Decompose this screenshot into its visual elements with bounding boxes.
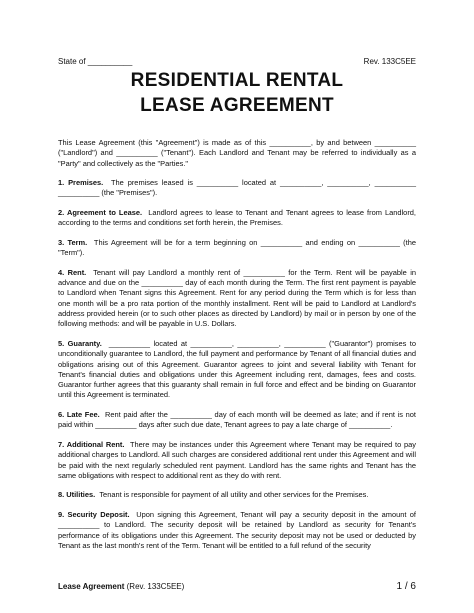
section-rent — [58, 268, 416, 330]
section-text: __________ located at __________, __________, __________ ("Guarantor") promises to unconditionally guarantee to Landlord, the full payment and performance by Tenant of all financial duties and obligations arising out of this Agreement. Guarantor agrees to joint and several liability with Tenant for Tenant's financial duties and obligations under this Agreement including rent, damages, fees and costs. Guarantor further agrees that this guaranty shall remain in full force and effect and be binding on Guarantor until this Agreement is terminated. — [58, 338, 417, 400]
section-additional-rent — [58, 440, 416, 481]
header-line — [58, 57, 416, 66]
document-body — [58, 138, 416, 560]
document-title-line-1: RESIDENTIAL RENTAL — [130, 70, 344, 91]
section-security-deposit — [58, 510, 416, 551]
section-heading: 8. Utilities. — [58, 490, 96, 500]
section-heading: 7. Additional Rent. — [58, 439, 125, 449]
page-footer — [58, 581, 416, 592]
page-number: 1 / 6 — [396, 581, 416, 592]
section-premises — [58, 178, 416, 199]
footer-label-group — [58, 582, 184, 591]
section-heading: 3. Term. — [58, 237, 88, 247]
document-title-line-2: LEASE AGREEMENT — [140, 95, 334, 116]
section-text: Tenant is responsible for payment of all utility and other services for the Premises. — [99, 490, 369, 500]
section-heading: 1. Premises. — [58, 178, 104, 188]
revision-number: Rev. 133C5EE — [363, 57, 416, 66]
section-heading: 9. Security Deposit. — [58, 509, 130, 519]
state-field: State of __________ — [58, 57, 133, 66]
section-text: There may be instances under this Agreement where Tenant may be required to pay additional charges to Landlord. All such charges are considered additional rent under this Agreement and will be paid with the next regularly scheduled rent payment. Landlord has the same rights and Tenant has the same obligations with respect to additional rent as they do with rent. — [58, 439, 416, 480]
section-heading: 6. Late Fee. — [58, 410, 100, 420]
section-text: Landlord agrees to lease to Tenant and Tenant agrees to lease from Landlord, according to the terms and conditions set forth herein, the Premises. — [58, 208, 416, 228]
section-text: Tenant will pay Landlord a monthly rent of __________ for the Term. Rent will be payable in advance and due on the __________ day of each month during the Term. The first rent payment is payable to Landlord when Tenant signs this Agreement. Rent for any period during the Term which is for less than one month will be a pro rata portion of the monthly installment. Rent will be paid to Landlord at Landlord's address provided herein (or to such other places as directed by Landlord) by mail or in person by one of the following methods: and will be payable in U.S. Dollars. — [58, 267, 416, 329]
section-guaranty — [58, 339, 416, 401]
footer-label: Lease Agreement — [58, 582, 125, 591]
section-text: Rent paid after the __________ day of each month will be deemed as late; and if rent is not paid within __________ days after such due date, Tenant agrees to pay a late charge of __________. — [58, 410, 416, 430]
section-utilities — [58, 490, 416, 500]
section-term — [58, 238, 416, 259]
intro-paragraph: This Lease Agreement (this "Agreement") is made as of this __________, by and between __________ ("Landlord") and __________ ("Tenant"). Each Landlord and Tenant may be referred to individually as a "Party" and collectively as the "Parties." — [58, 138, 416, 168]
section-late-fee — [58, 410, 416, 431]
footer-revision: (Rev. 133C5EE) — [126, 582, 185, 591]
section-text: This Agreement will be for a term beginning on __________ and ending on __________ (the "Term"). — [58, 237, 416, 258]
section-text: The premises leased is __________ located at __________, __________, __________ __________ (the "Premises"). — [58, 178, 416, 198]
section-agreement-to-lease — [58, 208, 416, 229]
section-text: Upon signing this Agreement, Tenant will pay a security deposit in the amount of __________ to Landlord. The security deposit will be retained by Landlord as security for Tenant's performance of its obligations under this Agreement. The security deposit may not be used or deducted by Tenant as the last month's rent of the Term. Tenant will be entitled to a full refund of the security — [58, 509, 416, 550]
section-heading: 2. Agreement to Lease. — [58, 208, 143, 218]
section-heading: 4. Rent. — [58, 267, 87, 277]
section-heading: 5. Guaranty. — [58, 338, 102, 348]
